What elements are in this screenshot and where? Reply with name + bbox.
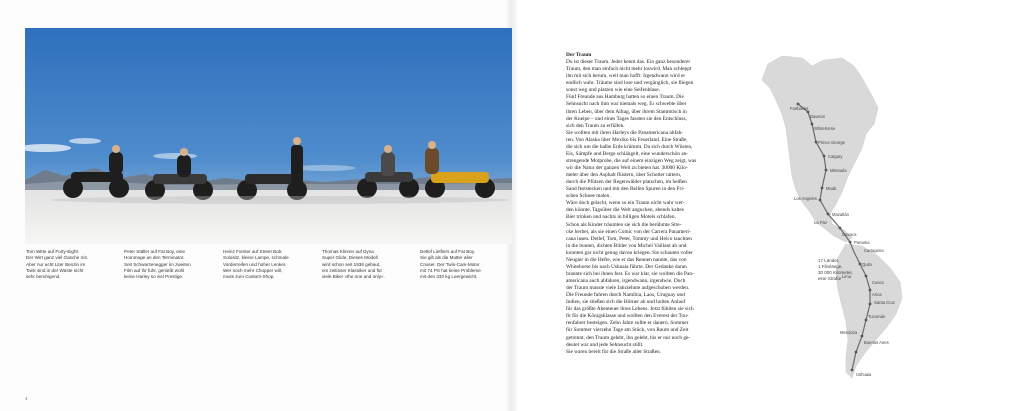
caption-detlef: Detlef Lietfiers auf Fat Boy. Sie gilt als die Mutter aller Cruiser. Der Twin-Cam-Motor mit 74 PS hat keine Probleme mit den 330 kg Leergewicht. <box>420 249 481 280</box>
place-label: Cartagena <box>864 248 884 253</box>
place-label: Quito <box>862 262 873 267</box>
article-line: durch die Pfützen der Regenwälder platschen, im heißen <box>566 179 687 186</box>
article-line: renfahrer besteigen. Zehn Jahre sollte er dauern. Sommer <box>566 320 689 327</box>
article-line: Sie waren bereit für die Straße aller Straßen. <box>566 348 661 355</box>
caption-tom: Tom Witte auf Forty-Eight: Der Wirt ganz viel Gasche mit. Aber nur acht Liter Benzin im Tank sind in der Wüste nicht sehr beruhigend. <box>26 249 89 280</box>
article-line: Sehnsucht nach ihm war niemals weg. Er schwebte über <box>566 101 687 108</box>
article-line: meter über den Asphalt flüstern, über Schotter rattern, <box>566 172 682 179</box>
place-label: Arica <box>872 292 882 297</box>
article-line: konnten gar nicht genug davon kriegen. Sie schauten voller <box>566 249 693 256</box>
place-label: Ushuaia <box>856 372 872 377</box>
article-line: der Kneipe – und eines Tages fassten sie den Entschluss, <box>566 115 687 122</box>
caption-heinz: Heinz Forster auf Street Bob: Solositz, kleine Lampe, schmale Vorderreifen und hoher Lenker. Wer noch mehr Chopper will, muss zum Custom-Shop. <box>223 249 289 280</box>
americas-route-map <box>750 52 910 382</box>
place-label: La Paz <box>814 220 828 225</box>
article-line: ihn mit sich herum, weil man hofft: Irgendwann wird er <box>566 73 686 80</box>
article-line: die sich um die halbe Erde krümmt. Da sich durch Wüsten, <box>566 143 693 150</box>
place-label: Cusco <box>872 280 884 285</box>
article-der-traum <box>566 52 726 356</box>
article-line: brannte sich bei ihnen fest. Es war klar, sie wollten die Pan- <box>566 270 694 277</box>
article-line: Schon als Kinder träumten sie sich die berühmte Stre- <box>566 221 682 228</box>
article-line: ren. Von Alaska über Mexiko bis Feuerland. Eine Straße, <box>566 136 688 143</box>
article-line: der Traum musste viele Jahrzehnte aufgeschoben werden. <box>566 285 690 292</box>
article-line: endlich wahr. Träume sind lose und vergänglich, sie fliegen <box>566 80 694 87</box>
article-line: Wäre doch gelacht, wenn so ein Traum nicht wahr wer- <box>566 200 685 207</box>
place-label: Prince George <box>818 140 845 145</box>
article-line: sich den Traum zu erfüllen. <box>566 122 625 129</box>
place-label: Mendoza <box>840 330 858 335</box>
article-line: Whitehorse bis nach Ushuaia führte. Der Gedanke daran <box>566 263 687 270</box>
article-line: für Sommer vierzehn Tage am Stück, von Raum und Zeit <box>566 327 689 334</box>
place-label: Lima <box>842 274 852 279</box>
article-line: in die bunten, dichten Bilder von Michel Vaillant ab und <box>566 242 687 249</box>
place-label: Los Angeles <box>794 196 817 201</box>
place-label: Whitehorse <box>814 126 836 131</box>
article-line: deutet war und jede Sehnsucht stillt. <box>566 341 644 348</box>
article-line: Du ist dieser Traum. Jeder kennt das. Ein ganz besonderer <box>566 59 691 66</box>
page-number: 4 <box>25 396 28 401</box>
place-label: Oaxaca <box>842 232 857 237</box>
place-label: Panama <box>854 240 870 245</box>
article-line: americana auch abfahren, irgendwann, irgendwie. Doch <box>566 278 686 284</box>
article-line: strengende Motprobe, die auf einem einzigen Weg zeigt, was <box>566 157 697 164</box>
article-line: Eis, Sümpfe und Berge schlängelt, eine wunderschön an- <box>566 150 689 157</box>
article-line: cke herbei, als sie einen Comic von der Carrera Panamerí- <box>566 228 691 235</box>
article-line: Sie wollten mit ihren Harleys die Panamericana abfah- <box>566 129 684 136</box>
place-label: Missoula <box>830 168 847 173</box>
place-label: Mazatlán <box>832 212 849 217</box>
article-line: Bier trinken und nachts in billigen Motels schlafen. <box>566 214 676 221</box>
place-label: Dawson <box>810 114 826 119</box>
article-line: Sand feststecken und mit den Reifen Spuren in den Fri- <box>566 186 685 193</box>
article-line: Indien, sie stießen sich die Hörner ab und holten Anlauf <box>566 299 686 306</box>
article-line: sonst weg und platzen wie eine Seifenblase. <box>566 87 660 94</box>
article-line: cana lasen. Detlef, Tom, Peter, Tommy und Heico tauchten <box>566 235 692 242</box>
article-line: für das größte Abenteuer ihres Lebens. Jetzt fühlten sie sich <box>566 306 694 313</box>
place-label: Moab <box>826 186 837 191</box>
article-line: Traum, den man einfach nicht mehr loswird. Man schleppt <box>566 66 692 73</box>
article-line: Fünf Freunde aus Hamburg hatten so einen Traum. Die <box>566 94 684 101</box>
article-line: den könnte. Tagsüber die Welt angucken, abends kaltes <box>566 207 684 214</box>
article-line: schen Schnee malen. <box>566 193 611 200</box>
caption-peter: Peter Ställer auf Fat Boy, eine Hommage an den Terminator. Seit Schwarzenegger im zweiten Film auf ihr fuhr, genießt wohl keine Harley so viel Prestige. <box>124 249 191 280</box>
place-label: Tucumán <box>868 314 886 319</box>
place-label: Fairbanks <box>790 106 809 111</box>
article-line: Die Freunde fuhren durch Namibia, Laos, Uruguay und <box>566 292 685 299</box>
article-line: getrennt, den Traum gelebt, ihn gelebt, bis er nur noch ge- <box>566 334 691 341</box>
place-label: Buenos Aires <box>864 340 889 345</box>
map-legend: 17 Länder, 1 Filmlänge, 30 000 Kilometer, eine Straße <box>818 258 854 281</box>
article-line: fit für die Königsklasse und wollten den Everest der Tou- <box>566 313 689 320</box>
article-line: wir die Natur der ganzen Welt zu bieten hat. 30000 Kilo- <box>566 165 688 171</box>
place-label: Calgary <box>828 154 843 159</box>
bikers-salt-flat-photo <box>25 28 512 244</box>
article-line: Neugier in die Hefte, wie er das Rennen nannte, das von <box>566 256 687 263</box>
article-line: ihren Leben, über dem Alltag, über ihrem Stammtisch in <box>566 108 687 115</box>
caption-thomas: Thomas Klinner auf Dyna Super Glide. Dieses Modell wird schon seit 1936 gebaut, ein zeitloser Klassiker und für viele Biker »the one and only«. <box>322 249 385 280</box>
article-heading: Der Traum <box>566 52 592 58</box>
place-label: Santa Cruz <box>874 300 895 305</box>
